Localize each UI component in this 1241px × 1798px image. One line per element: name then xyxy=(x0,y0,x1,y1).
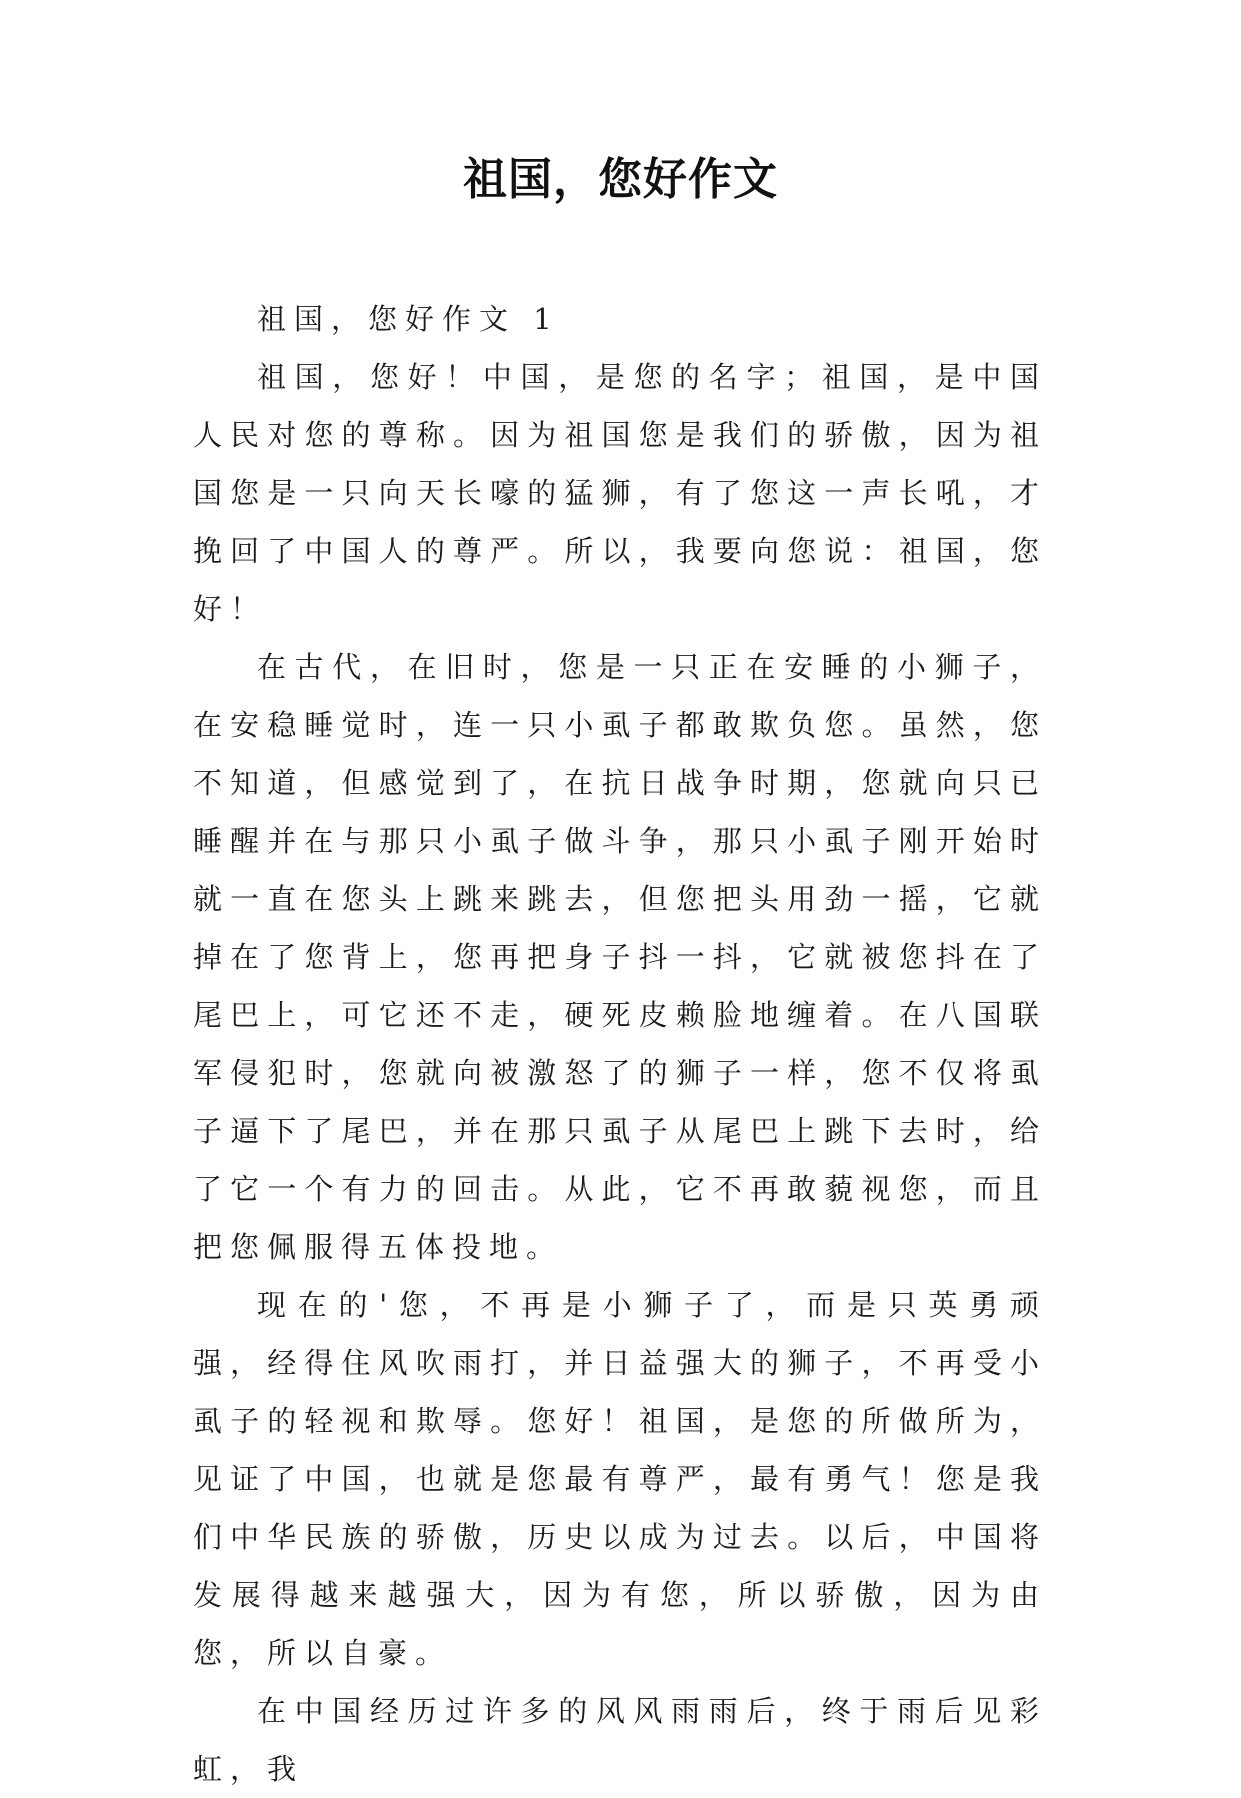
paragraph: 在中国经历过许多的风风雨雨后，终于雨后见彩虹，我 xyxy=(193,1694,1047,1786)
paragraph: 祖国，您好！中国，是您的名字；祖国，是中国人民对您的尊称。因为祖国您是我们的骄傲，因为祖国您是一只向天长嚎的猛狮，有了您这一声长吼，才挽回了中国人的尊严。所以，我要向您说：祖国，您好！ xyxy=(193,360,1047,626)
paragraph: 现在的'您，不再是小狮子了，而是只英勇顽强，经得住风吹雨打，并日益强大的狮子，不再受小虱子的轻视和欺辱。您好！祖国，是您的所做所为，见证了中国，也就是您最有尊严，最有勇气！您是我们中华民族的骄傲，历史以成为过去。以后，中国将发展得越来越强大，因为有您，所以骄傲，因为由您，所以自豪。 xyxy=(193,1288,1047,1670)
paragraph: 在古代，在旧时，您是一只正在安睡的小狮子，在安稳睡觉时，连一只小虱子都敢欺负您。虽然，您不知道，但感觉到了，在抗日战争时期，您就向只已睡醒并在与那只小虱子做斗争，那只小虱子刚开始时就一直在您头上跳来跳去，但您把头用劲一摇，它就掉在了您背上，您再把身子抖一抖，它就被您抖在了尾巴上，可它还不走，硬死皮赖脸地缠着。在八国联军侵犯时，您就向被激怒了的狮子一样，您不仅将虱子逼下了尾巴，并在那只虱子从尾巴上跳下去时，给了它一个有力的回击。从此，它不再敢藐视您，而且把您佩服得五体投地。 xyxy=(193,650,1047,1264)
essay-subheading: 祖国，您好作文 1 xyxy=(257,302,560,336)
document-title: 祖国，您好作文 xyxy=(463,154,778,205)
document-body xyxy=(193,290,1047,1798)
